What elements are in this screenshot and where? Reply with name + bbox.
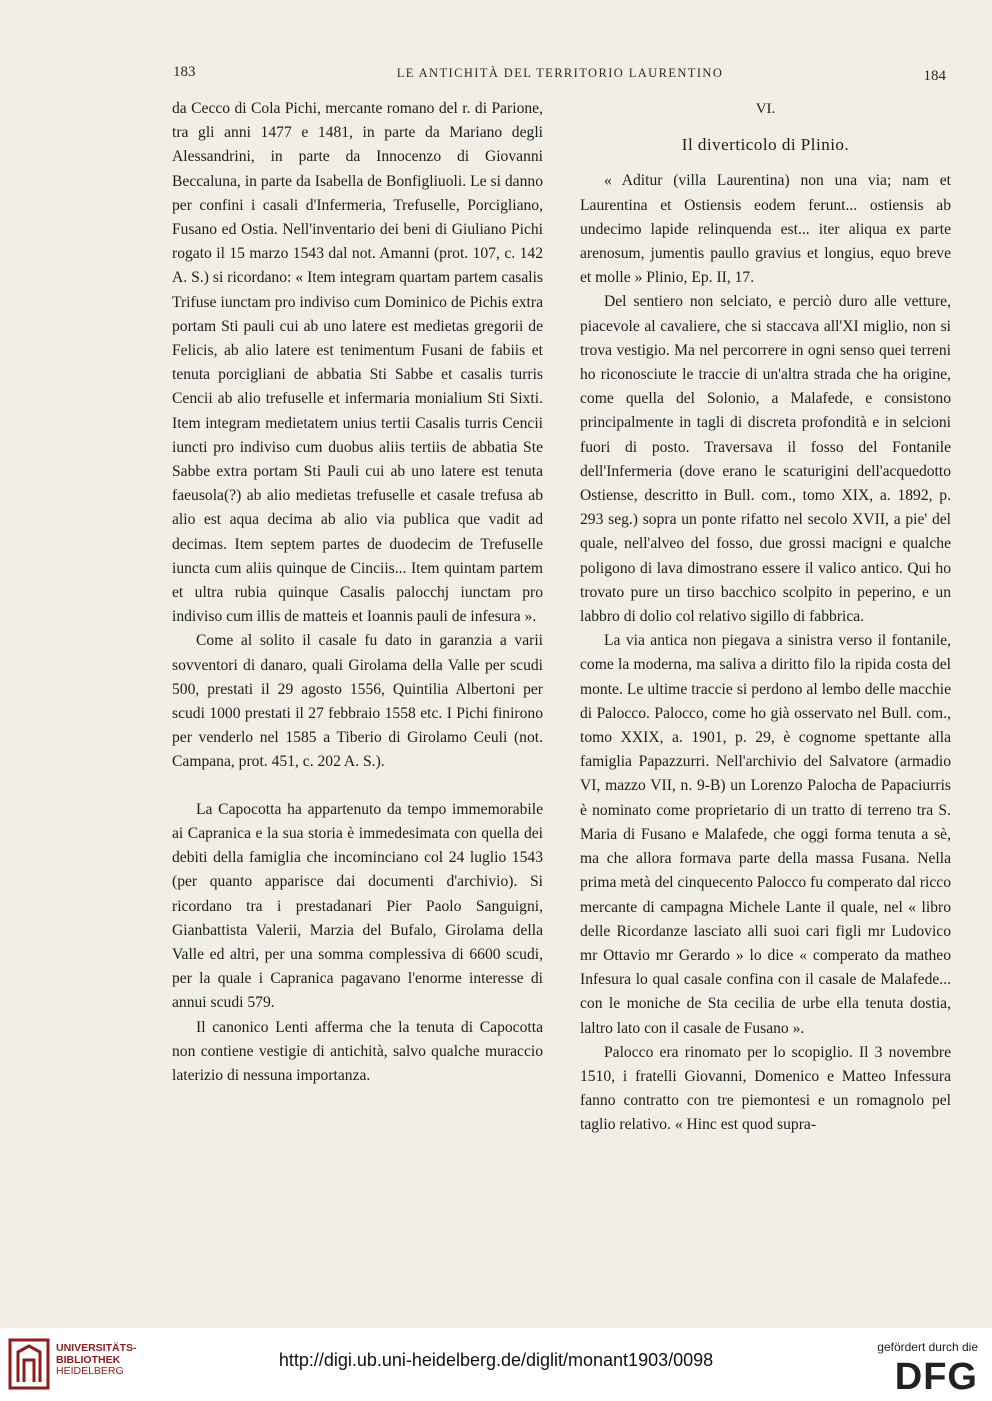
section-number: VI.	[755, 101, 776, 117]
library-name-line: BIBLIOTHEK	[56, 1353, 121, 1366]
funded-by-label: gefördert durch die	[877, 1340, 978, 1354]
left-column	[172, 97, 543, 1088]
paragraph: « Aditur (villa Laurentina) non una via; nam et Laurentina et Ostiensis eodem ferunt... ostiensis ab undecimo lapide relinquenda est... iter aliqua ex parte arenosum, jumentis paullo gravius et longius, equo breve et molle » Plinio, Ep. II, 17.	[580, 172, 951, 287]
digitization-footer	[0, 1328, 992, 1401]
right-page-number: 184	[923, 68, 946, 84]
paragraph: Come al solito il casale fu dato in garanzia a varii sovventori di danaro, quali Girolama della Valle per scudi 500, prestati il 29 agosto 1556, Quintilia Albertoni per scudi 1000 prestati il 27 febbraio 1558 etc. I Pichi finirono per venderlo nel 1585 a Tiberio di Girolamo Ceuli (not. Campana, prot. 451, c. 202 A. S.).	[172, 632, 543, 771]
paragraph: Del sentiero non selciato, e perciò duro alle vetture, piacevole al cavaliere, che si staccava all'XI miglio, non si trova vestigio. Ma nel percorrere in ogni senso quei terreni ho riconosciute le traccie di un'altra strada che ha origine, come quella del Solonio, a Malafede, e consistono principalmente in tagli di discreta profondità e in selcioni fuori di posto. Traversava il fosso del Fontanile dell'Infermeria (dove erano le scaturigini dell'acquedotto Ostiense, descritto in Bull. com., tomo XIX, a. 1892, p. 293 seg.) sopra un ponte rifatto nel secolo XVII, a pie' del quale, nell'alveo del fosso, due grossi macigni e qualche poligono di lava dimostrano essere il valico antico. Qui ho trovato pure un tirso bacchico scolpito in peperino, e un labbro di dolio col relativo sigillo di fabbrica.	[580, 293, 951, 626]
left-page-number: 183	[173, 64, 196, 80]
dfg-logo: DFG	[894, 1356, 978, 1398]
paragraph: La via antica non piegava a sinistra verso il fontanile, come la moderna, ma saliva a diritto filo la ripida costa del monte. Le ultime traccie si perdono al lembo delle macchie di Palocco. Palocco, come ho già osservato nel Bull. com., tomo XXIX, a. 1901, p. 29, è cognome spettante alla famiglia Papazzurri. Nell'archivio del Salvatore (armadio VI, mazzo VII, n. 9-B) un Lorenzo Palocha de Papaciurris è nominato come proprietario di un tratto di terreno tra S. Maria di Fusano e Malafede, che oggi forma tenuta a sè, ma che allora formava parte della massa Fusana. Nella prima metà del cinquecento Palocco fu comperato dal ricco mercante di campagna Michele Lante il quale, nel « libro delle Ricordanze lasciato alli suoi cari figli mr Ludovico mr Ottavio mr Gerardo » lo dice « comperato da matheo Infesura lo qual casale confina con il casale de Malafede... con le moniche de Sta cecilia de urbe ella tenuta dostia, laltro lato con il casale de Fusano ».	[580, 632, 951, 1037]
paragraph: da Cecco di Cola Pichi, mercante romano del r. di Parione, tra gli anni 1477 e 1481, in parte da Mariano degli Alessandrini, in parte da Innocenzo di Giovanni Beccaluna, in parte da Isabella de Bonfigliuoli. Le si danno per confini i casali d'Infermeria, Trefuselle, Porcigliano, Fusano ed Ostia. Nell'inventario dei beni di Giuliano Pichi rogato il 15 marzo 1543 dal not. Amanni (prot. 107, c. 142 A. S.) si ricordano: « Item integram quartam partem casalis Trifuse iunctam pro indiviso cum Dominico de Pichis extra portam Sti pauli cui ab uno latere est medietas gregorii de Felicis, ab alio latere est tenimentum Fusani de fabiis et tenuta porcigliani de abbatia Sti Sabbe et casalis turris Cencii ab alio trefuselle et infermaria monialium Sti Sixti. Item integram medietatem unius tertii Casalis turris Cencii iuncti pro indiviso cum duobus aliis tertiis de abbatia Ste Sabbe extra portam Sti Pauli cui ab uno latere est tenuta faeusola(?) ab alio medietas trefuselle et casale trefusa ab alio est aqua decima ab alio via publica que vadit ad decimas. Item septem partes de duodecim de Trefuselle iuncta cum aliis quinque de Cinciis... Item quintam partem et ultra rubia quinque Casalis palocchj iunctam pro indiviso cum illis de matteis et Ioannis pauli de infesura ».	[172, 100, 543, 626]
paragraph: La Capocotta ha appartenuto da tempo immemorabile ai Capranica e la sua storia è immedesimata con quella dei debiti della famiglia che incominciano col 24 luglio 1543 (per quanto apparisce dai documenti d'archivio). Si ricordano tra i prestadanari Pier Paolo Sanguigni, Gianbattista Valerii, Marzia del Bufalo, Girolama della Valle ed altri, per una somma complessiva di 6600 scudi, per la quale i Capranica pagavano l'enorme interesse di annui scudi 579.	[172, 800, 543, 1012]
running-title: LE ANTICHITÀ DEL TERRITORIO LAURENTINO	[396, 66, 724, 80]
running-header	[170, 64, 950, 86]
paragraph: Il canonico Lenti afferma che la tenuta di Capocotta non contiene vestigie di antichità, salvo qualche muraccio laterizio di nessuna importanza.	[172, 1018, 543, 1084]
paragraph: Palocco era rinomato per lo scopiglio. Il 3 novembre 1510, i fratelli Giovanni, Domenico e Matteo Infessura fanno contratto con tre piemontesi e un romagnolo pel taglio relativo. « Hinc est quod supra-	[580, 1043, 951, 1134]
right-column	[580, 97, 951, 1138]
library-name-line: UNIVERSITÄTS-	[56, 1342, 137, 1354]
library-city: HEIDELBERG	[56, 1365, 124, 1377]
paragraph-gap	[172, 775, 543, 798]
permalink-url[interactable]: http://digi.ub.uni-heidelberg.de/diglit/monant1903/0098	[278, 1350, 714, 1370]
section-title: Il diverticolo di Plinio.	[681, 135, 850, 155]
